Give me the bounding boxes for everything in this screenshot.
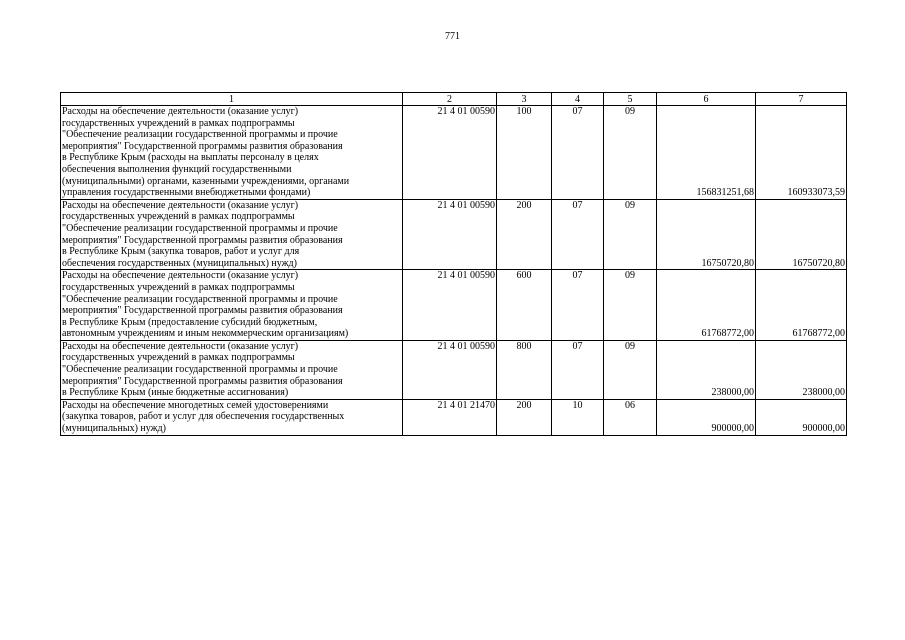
budget-code: 21 4 01 00590 xyxy=(403,270,497,341)
section-code: 10 xyxy=(552,399,604,435)
subsection-code: 06 xyxy=(604,399,657,435)
amount-col-6: 238000,00 xyxy=(657,340,756,399)
subsection-code: 09 xyxy=(604,199,657,270)
subsection-code: 09 xyxy=(604,106,657,200)
subsection-code: 09 xyxy=(604,340,657,399)
header-col-7: 7 xyxy=(756,93,847,106)
expense-type: 200 xyxy=(497,399,552,435)
row-description xyxy=(61,106,403,200)
description-line: "Обеспечение реализации государственной программы и прочие xyxy=(62,222,338,234)
description-line: Расходы на обеспечение многодетных семей удостоверениями xyxy=(62,399,329,411)
header-col-6: 6 xyxy=(657,93,756,106)
description-line: (закупка товаров, работ и услуг для обеспечения государственных xyxy=(62,411,345,423)
description-line: автономным учреждениям и иным некоммерческим организациям) xyxy=(62,328,349,340)
description-line: государственных учреждений в рамках подпрограммы xyxy=(62,281,295,293)
amount-col-6: 61768772,00 xyxy=(657,270,756,341)
description-line: управления государственными внебюджетными фондами) xyxy=(62,187,311,199)
description-line: в Республике Крым (расходы на выплаты персоналу в целях xyxy=(62,152,319,164)
table-row xyxy=(61,340,847,399)
description-line: "Обеспечение реализации государственной программы и прочие xyxy=(62,129,338,141)
row-description xyxy=(61,270,403,341)
description-line: Расходы на обеспечение деятельности (оказание услуг) xyxy=(62,270,299,282)
description-line: государственных учреждений в рамках подпрограммы xyxy=(62,117,295,129)
amount-col-6: 900000,00 xyxy=(657,399,756,435)
description-line: "Обеспечение реализации государственной программы и прочие xyxy=(62,364,338,376)
header-col-5: 5 xyxy=(604,93,657,106)
row-description xyxy=(61,199,403,270)
description-line: мероприятия" Государственной программы развития образования xyxy=(62,305,343,317)
expense-type: 200 xyxy=(497,199,552,270)
budget-code: 21 4 01 21470 xyxy=(403,399,497,435)
description-line: (муниципальными) органами, казенными учреждениями, органами xyxy=(62,175,350,187)
table-row xyxy=(61,270,847,341)
section-code: 07 xyxy=(552,270,604,341)
header-col-2: 2 xyxy=(403,93,497,106)
budget-table xyxy=(60,92,847,436)
section-code: 07 xyxy=(552,199,604,270)
header-col-1: 1 xyxy=(61,93,403,106)
description-line: обеспечения государственных (муниципальных) нужд) xyxy=(62,257,297,269)
description-line: в Республике Крым (закупка товаров, работ и услуг для xyxy=(62,246,300,258)
row-description xyxy=(61,399,403,435)
description-line: мероприятия" Государственной программы развития образования xyxy=(62,375,343,387)
description-line: "Обеспечение реализации государственной программы и прочие xyxy=(62,293,338,305)
expense-type: 100 xyxy=(497,106,552,200)
amount-col-7: 238000,00 xyxy=(756,340,847,399)
budget-code: 21 4 01 00590 xyxy=(403,106,497,200)
description-line: (муниципальных) нужд) xyxy=(62,423,166,435)
section-code: 07 xyxy=(552,340,604,399)
page-number: 771 xyxy=(445,31,460,42)
description-line: Расходы на обеспечение деятельности (оказание услуг) xyxy=(62,340,299,352)
amount-col-7: 900000,00 xyxy=(756,399,847,435)
amount-col-6: 16750720,80 xyxy=(657,199,756,270)
amount-col-6: 156831251,68 xyxy=(657,106,756,200)
amount-col-7: 61768772,00 xyxy=(756,270,847,341)
row-description xyxy=(61,340,403,399)
description-line: мероприятия" Государственной программы развития образования xyxy=(62,140,343,152)
expense-type: 800 xyxy=(497,340,552,399)
expense-type: 600 xyxy=(497,270,552,341)
description-line: Расходы на обеспечение деятельности (оказание услуг) xyxy=(62,199,299,211)
subsection-code: 09 xyxy=(604,270,657,341)
header-col-4: 4 xyxy=(552,93,604,106)
description-line: Расходы на обеспечение деятельности (оказание услуг) xyxy=(62,106,299,117)
description-line: государственных учреждений в рамках подпрограммы xyxy=(62,211,295,223)
amount-col-7: 160933073,59 xyxy=(756,106,847,200)
description-line: обеспечения выполнения функций государственными xyxy=(62,163,292,175)
amount-col-7: 16750720,80 xyxy=(756,199,847,270)
header-col-3: 3 xyxy=(497,93,552,106)
budget-code: 21 4 01 00590 xyxy=(403,340,497,399)
table-header-row xyxy=(61,93,847,106)
budget-code: 21 4 01 00590 xyxy=(403,199,497,270)
table-row xyxy=(61,399,847,435)
table-row xyxy=(61,106,847,200)
table-row xyxy=(61,199,847,270)
section-code: 07 xyxy=(552,106,604,200)
description-line: мероприятия" Государственной программы развития образования xyxy=(62,234,343,246)
description-line: в Республике Крым (предоставление субсидий бюджетным, xyxy=(62,316,318,328)
description-line: государственных учреждений в рамках подпрограммы xyxy=(62,352,295,364)
description-line: в Республике Крым (иные бюджетные ассигнования) xyxy=(62,387,289,399)
